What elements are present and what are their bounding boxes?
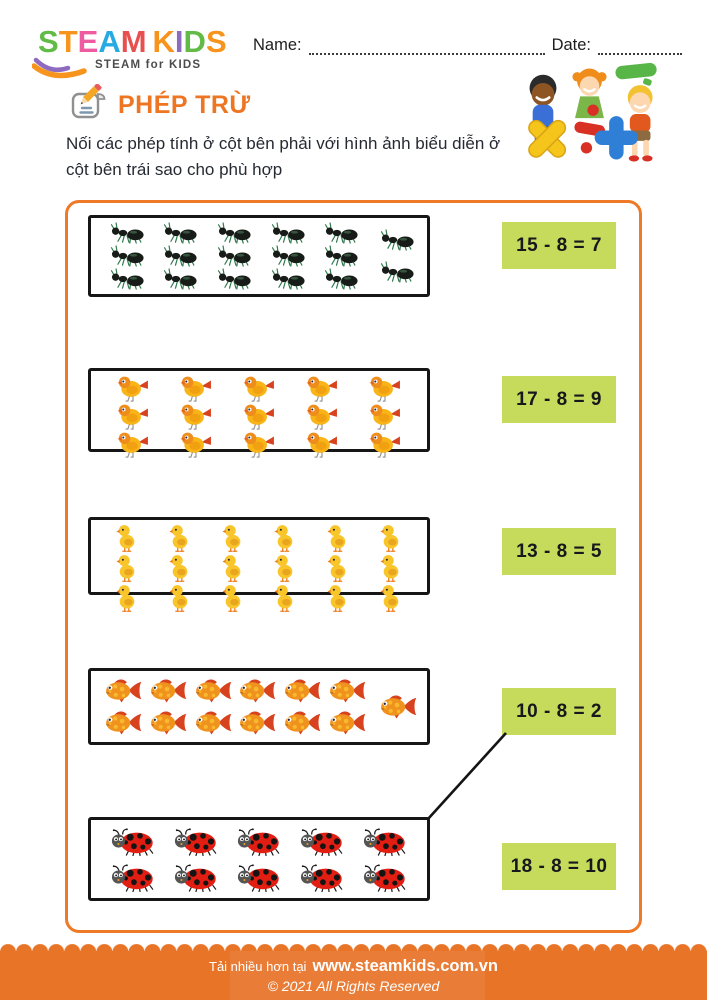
duck-icon (327, 523, 349, 553)
ladybug-icon (170, 826, 222, 856)
ant-icon (215, 222, 255, 244)
ant-icon (269, 268, 309, 290)
ladybug-icon (296, 826, 348, 856)
duck-icon (169, 523, 191, 553)
bird-icon (369, 402, 401, 430)
duck-icon (222, 583, 244, 613)
ant-icon (322, 222, 362, 244)
name-date-row (253, 36, 682, 55)
bird-icon (369, 374, 401, 402)
logo-wordmark (38, 26, 248, 57)
fish-icon (193, 709, 233, 736)
fish-icon (148, 677, 188, 704)
duck-icon (274, 553, 296, 583)
fish-grid (101, 674, 369, 739)
bird-icon (117, 430, 149, 458)
logo-letter: S (38, 24, 59, 59)
ladybug-icon (359, 862, 411, 892)
name-line[interactable] (309, 38, 545, 55)
logo-letter: K (152, 24, 175, 59)
footer-website-link[interactable]: www.steamkids.com.vn (312, 957, 498, 975)
steam-kids-logo (38, 26, 248, 71)
logo-letter: A (98, 24, 121, 59)
ant-icon (161, 245, 201, 267)
logo-letter: I (174, 24, 184, 59)
duck-grid (101, 523, 417, 589)
duck-icon (222, 523, 244, 553)
fish-icon (327, 709, 367, 736)
bird-icon (306, 374, 338, 402)
ant-icon (108, 268, 148, 290)
fish-icon (282, 709, 322, 736)
fish-icon (193, 677, 233, 704)
equation-box[interactable]: 17 - 8 = 9 (502, 376, 616, 423)
date-line[interactable] (598, 38, 682, 55)
footer (0, 951, 707, 1000)
ant-icon (269, 222, 309, 244)
fish-icon (237, 677, 277, 704)
equation-box[interactable]: 18 - 8 = 10 (502, 843, 616, 890)
page-title: PHÉP TRỪ (118, 90, 251, 119)
kids-math-illustration (512, 58, 667, 170)
ant-icon (322, 245, 362, 267)
equation-box[interactable]: 15 - 8 = 7 (502, 222, 616, 269)
logo-swoosh-icon (32, 56, 96, 84)
duck-icon (274, 523, 296, 553)
duck-icon (274, 583, 296, 613)
duck-icon (222, 553, 244, 583)
duck-icon (116, 553, 138, 583)
duck-icon (380, 583, 402, 613)
equation-box[interactable]: 10 - 8 = 2 (502, 688, 616, 735)
ladybug-icon (170, 862, 222, 892)
footer-copyright: © 2021 All Rights Reserved (267, 978, 440, 994)
ladybug-icon (359, 826, 411, 856)
ant-icon (161, 268, 201, 290)
logo-letter: E (77, 24, 99, 59)
ant-icon (269, 245, 309, 267)
fish-icon (327, 677, 367, 704)
bird-icon (180, 402, 212, 430)
ant-icon (215, 245, 255, 267)
duck-icon (380, 553, 402, 583)
bird-icon (306, 402, 338, 430)
logo-letter: M (120, 24, 147, 59)
fish-icon (103, 677, 143, 704)
ladybug-icon (233, 826, 285, 856)
ant-icon (322, 268, 362, 290)
duck-icon (116, 583, 138, 613)
bird-icon (306, 430, 338, 458)
logo-letter: D (183, 24, 206, 59)
ladybug-icon (107, 826, 159, 856)
duck-icon (116, 523, 138, 553)
fish-extra-column (375, 671, 421, 742)
bird-icon (180, 430, 212, 458)
bird-icon (369, 430, 401, 458)
picture-box-ducks[interactable] (88, 517, 430, 595)
ant-icon (215, 268, 255, 290)
ladybug-icon (296, 862, 348, 892)
ant-extra-column (375, 218, 421, 294)
picture-box-birds[interactable] (88, 368, 430, 452)
bird-icon (243, 430, 275, 458)
footer-download-line (0, 957, 707, 976)
fish-icon (148, 709, 188, 736)
ant-icon (108, 222, 148, 244)
ladybug-grid (101, 823, 417, 895)
duck-icon (327, 553, 349, 583)
duck-icon (169, 583, 191, 613)
ant-grid (101, 221, 369, 291)
bird-icon (243, 402, 275, 430)
duck-icon (327, 583, 349, 613)
pencil-scroll-icon (66, 84, 108, 126)
name-label: Name: (253, 36, 302, 54)
ladybug-icon (233, 862, 285, 892)
bird-icon (117, 402, 149, 430)
fish-icon (282, 677, 322, 704)
ant-icon (161, 222, 201, 244)
ant-icon (378, 261, 418, 283)
title-row (66, 84, 251, 126)
fish-icon (237, 709, 277, 736)
footer-prefix-text: Tải nhiều hơn tại (209, 959, 307, 974)
logo-letter: T (58, 24, 78, 59)
duck-icon (380, 523, 402, 553)
ant-icon (378, 229, 418, 251)
instruction-text: Nối các phép tính ở cột bên phải với hình ảnh biểu diễn ở cột bên trái sao cho phù hợp (66, 134, 501, 179)
fish-icon (103, 709, 143, 736)
date-label: Date: (551, 36, 591, 54)
duck-icon (169, 553, 191, 583)
ladybug-icon (107, 862, 159, 892)
matching-line (428, 733, 506, 819)
ant-icon (108, 245, 148, 267)
fish-icon (378, 693, 418, 720)
equation-box[interactable]: 13 - 8 = 5 (502, 528, 616, 575)
logo-subtitle: STEAM for KIDS (95, 59, 202, 71)
picture-box-ants[interactable] (88, 215, 430, 297)
bird-icon (117, 374, 149, 402)
worksheet-area (65, 200, 642, 933)
picture-box-ladybugs[interactable] (88, 817, 430, 901)
bird-grid (101, 374, 417, 446)
bird-icon (243, 374, 275, 402)
picture-box-fishs[interactable] (88, 668, 430, 745)
bird-icon (180, 374, 212, 402)
logo-letter: S (205, 24, 227, 59)
